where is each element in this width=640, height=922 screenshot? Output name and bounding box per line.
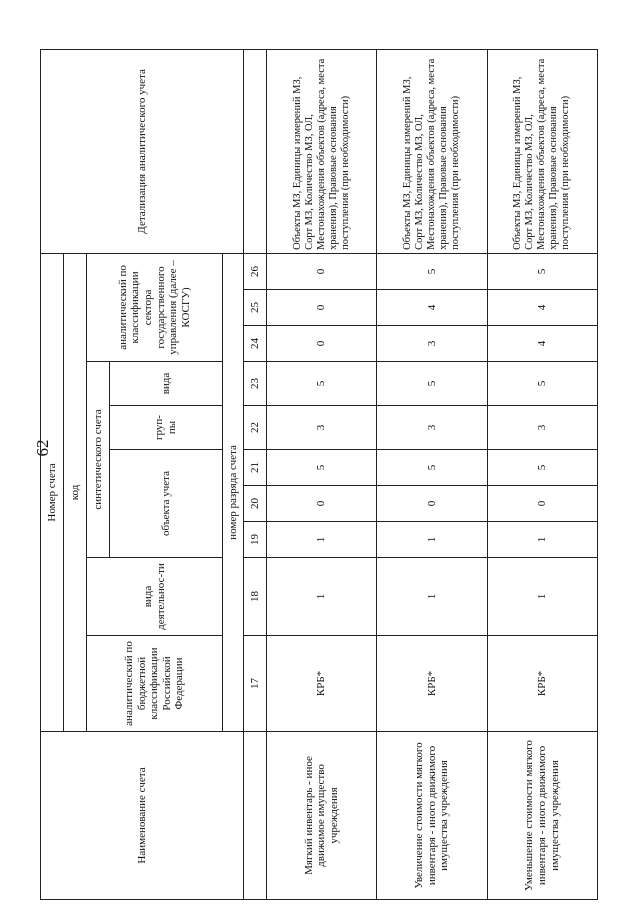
row-cell: 0: [377, 486, 487, 522]
col-num: 25: [244, 290, 267, 326]
row-cell: 5: [487, 450, 597, 486]
row-cell: 1: [267, 522, 377, 558]
row-cell: 5: [267, 362, 377, 406]
table-row: [377, 49, 487, 899]
header-kind: вида: [110, 362, 223, 406]
col-num: 20: [244, 486, 267, 522]
header-synthetic: синтетического счета: [87, 362, 110, 558]
col-num-empty-right: [244, 49, 267, 253]
row-cell: КРБ*: [267, 636, 377, 732]
row-account-name: Уменьшение стоимости мягкого инвентаря - иного движимого имущества учреждения: [487, 732, 597, 900]
col-num: 21: [244, 450, 267, 486]
row-cell: КРБ*: [377, 636, 487, 732]
header-code: код: [64, 253, 87, 731]
row-cell: 1: [377, 522, 487, 558]
accounts-table: [40, 49, 598, 900]
header-activity-type: вида деятельнос-ти: [87, 558, 223, 636]
row-cell: 4: [487, 326, 597, 362]
column-number-row: [244, 49, 267, 899]
row-cell: 0: [487, 486, 597, 522]
header-account-object: объекта учета: [110, 450, 223, 558]
row-cell: 0: [267, 326, 377, 362]
table-row: [487, 49, 597, 899]
col-num: 24: [244, 326, 267, 362]
header-account-number: Номер счета: [41, 253, 64, 731]
row-cell: 1: [267, 558, 377, 636]
row-cell: КРБ*: [487, 636, 597, 732]
header-group: груп-пы: [110, 406, 223, 450]
row-cell: 4: [377, 290, 487, 326]
row-account-name: Мягкий инвентарь - иное движимое имущество учреждения: [267, 732, 377, 900]
row-cell: 5: [487, 253, 597, 289]
header-budget-class: аналитический по бюджетной классификации Российской Федерации: [87, 636, 223, 732]
col-num: 19: [244, 522, 267, 558]
header-digit-number: номер разряда счета: [223, 253, 244, 731]
col-num: 18: [244, 558, 267, 636]
page-number: 62: [33, 439, 52, 457]
row-cell: 1: [377, 558, 487, 636]
col-num: 23: [244, 362, 267, 406]
row-cell: 3: [377, 406, 487, 450]
row-detail: Объекты МЗ, Единицы измерений МЗ, Сорт МЗ, Количество МЗ, ОЛ, Местонахождения объектов (адреса, места хранения), Правовые основания поступления (при необходимости): [487, 49, 597, 253]
row-cell: 0: [267, 486, 377, 522]
table-row: [267, 49, 377, 899]
row-cell: 4: [487, 290, 597, 326]
row-cell: 5: [377, 362, 487, 406]
row-account-name: Увеличение стоимости мягкого инвентаря - иного движимого имущества учреждения: [377, 732, 487, 900]
row-cell: 5: [377, 253, 487, 289]
col-num: 22: [244, 406, 267, 450]
rotated-table-container: [40, 50, 598, 900]
row-cell: 1: [487, 522, 597, 558]
row-cell: 0: [267, 290, 377, 326]
row-cell: 1: [487, 558, 597, 636]
row-cell: 3: [487, 406, 597, 450]
row-cell: 0: [267, 253, 377, 289]
header-detail: Детализация аналитического учета: [41, 49, 244, 253]
row-detail: Объекты МЗ, Единицы измерений МЗ, Сорт МЗ, Количество МЗ, ОЛ, Местонахождения объектов (адреса, места хранения), Правовые основания поступления (при необходимости): [377, 49, 487, 253]
row-cell: 5: [267, 450, 377, 486]
row-cell: 3: [267, 406, 377, 450]
row-detail: Объекты МЗ, Единицы измерений МЗ, Сорт МЗ, Количество МЗ, ОЛ, Местонахождения объектов (адреса, места хранения), Правовые основания поступления (при необходимости): [267, 49, 377, 253]
row-cell: 3: [377, 326, 487, 362]
row-cell: 5: [377, 450, 487, 486]
header-name: Наименование счета: [41, 732, 244, 900]
row-cell: 5: [487, 362, 597, 406]
col-num-empty-left: [244, 732, 267, 900]
col-num: 26: [244, 253, 267, 289]
col-num: 17: [244, 636, 267, 732]
header-kosgu: аналитический по классификации сектора государственного управления (далее – КОСГУ): [87, 253, 223, 361]
